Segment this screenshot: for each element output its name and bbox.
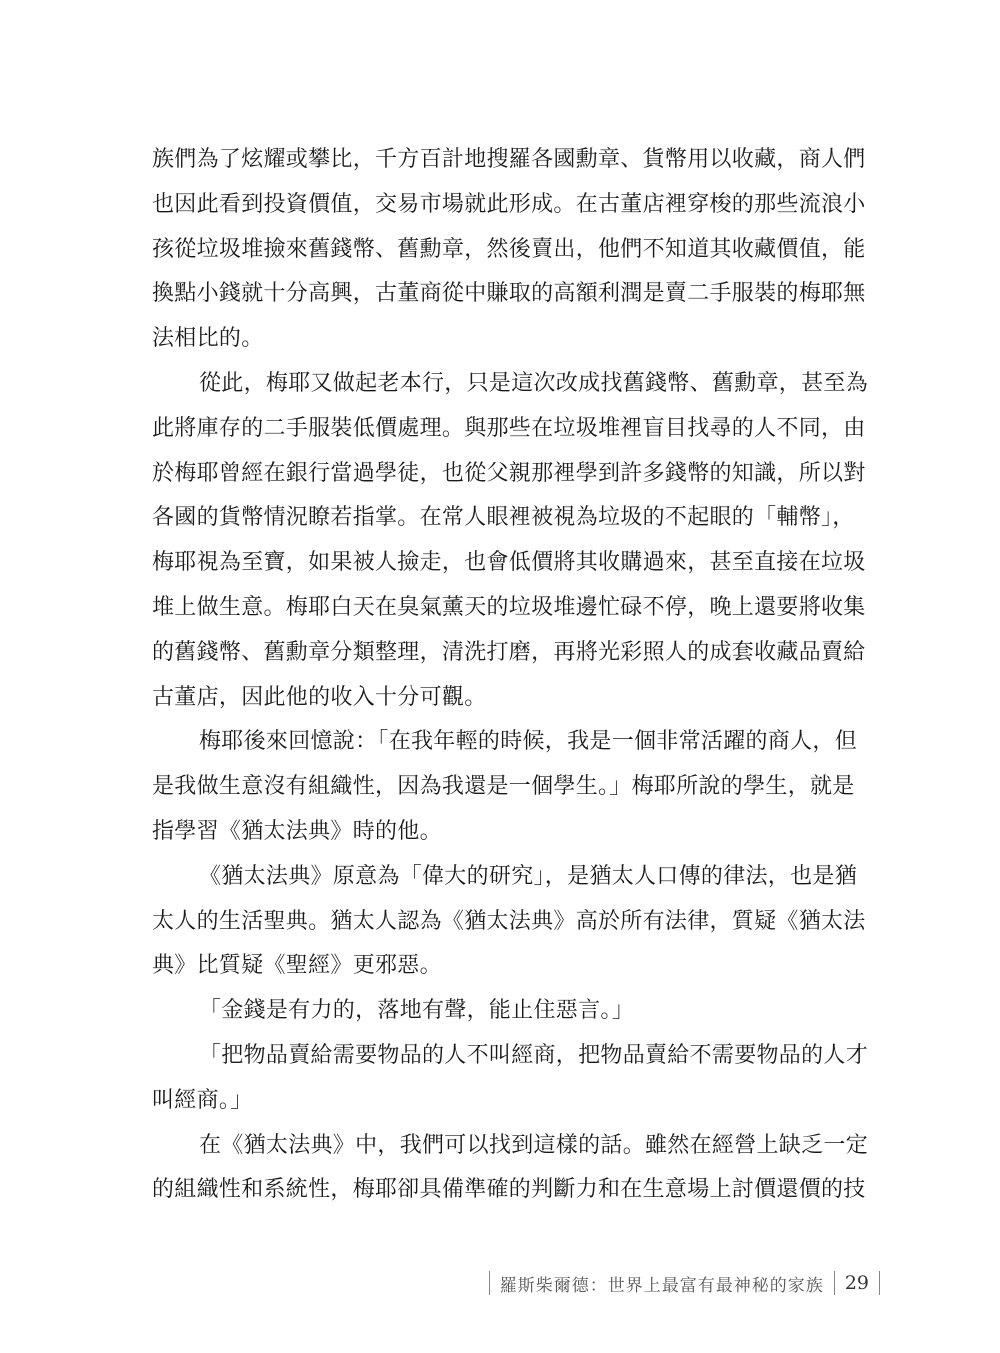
text-line: 在《猶太法典》中，我們可以找到這樣的話。雖然在經營上缺乏一定 <box>199 1132 869 1158</box>
text-line: 的組織性和系統性，梅耶卻具備準確的判斷力和在生意場上討價還價的技 <box>152 1177 866 1203</box>
footer-divider <box>879 1271 880 1295</box>
text-line: 也因此看到投資價值，交易市場就此形成。在古董店裡穿梭的那些流浪小 <box>152 191 866 217</box>
text-line: 叫經商。」 <box>152 1087 253 1113</box>
text-line: 「把物品賣給需要物品的人不叫經商，把物品賣給不需要物品的人才 <box>199 1042 869 1068</box>
text-line: 孩從垃圾堆撿來舊錢幣、舊勳章，然後賣出，他們不知道其收藏價值，能 <box>152 236 866 262</box>
text-line: 古董店，因此他的收入十分可觀。 <box>152 684 487 710</box>
text-line: 各國的貨幣情況瞭若指掌。在常人眼裡被視為垃圾的不起眼的「輔幣」， <box>152 505 855 531</box>
page-number: 29 <box>844 1272 869 1294</box>
text-line: 的舊錢幣、舊勳章分類整理，清洗打磨，再將光彩照人的成套收藏品賣給 <box>152 639 866 665</box>
body-text <box>152 138 887 1213</box>
text-line: 換點小錢就十分高興，古董商從中賺取的高額利潤是賣二手服裝的梅耶無 <box>152 281 866 307</box>
text-line: 「金錢是有力的，落地有聲，能止住惡言。」 <box>199 998 635 1024</box>
text-line: 是我做生意沒有組織性，因為我還是一個學生。」梅耶所說的學生，就是 <box>152 774 855 800</box>
text-line: 從此，梅耶又做起老本行，只是這次改成找舊錢幣、舊勳章，甚至為 <box>199 370 869 396</box>
text-line: 族們為了炫耀或攀比，千方百計地搜羅各國勳章、貨幣用以收藏，商人們 <box>152 147 866 172</box>
text-line: 梅耶後來回憶說：「在我年輕的時候，我是一個非常活躍的商人，但 <box>199 729 858 755</box>
footer-divider <box>489 1271 490 1295</box>
text-line: 梅耶視為至寶，如果被人撿走，也會低價將其收購過來，甚至直接在垃圾 <box>152 550 866 576</box>
text-line: 堆上做生意。梅耶白天在臭氣薰天的垃圾堆邊忙碌不停，晚上還要將收集 <box>152 594 866 620</box>
text-line: 典》比質疑《聖經》更邪惡。 <box>152 953 442 979</box>
text-line: 法相比的。 <box>152 326 264 352</box>
text-line: 指學習《猶太法典》時的他。 <box>152 818 442 844</box>
footer-divider <box>834 1271 835 1295</box>
text-line: 此將庫存的二手服裝低價處理。與那些在垃圾堆裡盲目找尋的人不同，由 <box>152 415 866 441</box>
text-line: 太人的生活聖典。猶太人認為《猶太法典》高於所有法律，質疑《猶太法 <box>152 908 866 934</box>
text-line: 於梅耶曾經在銀行當過學徒，也從父親那裡學到許多錢幣的知識，所以對 <box>152 460 866 486</box>
text-line: 《猶太法典》原意為「偉大的研究」，是猶太人口傳的律法，也是猶 <box>199 863 858 889</box>
page-footer <box>479 1268 890 1298</box>
running-title: 羅斯柴爾德：世界上最富有最神秘的家族 <box>499 1275 824 1296</box>
